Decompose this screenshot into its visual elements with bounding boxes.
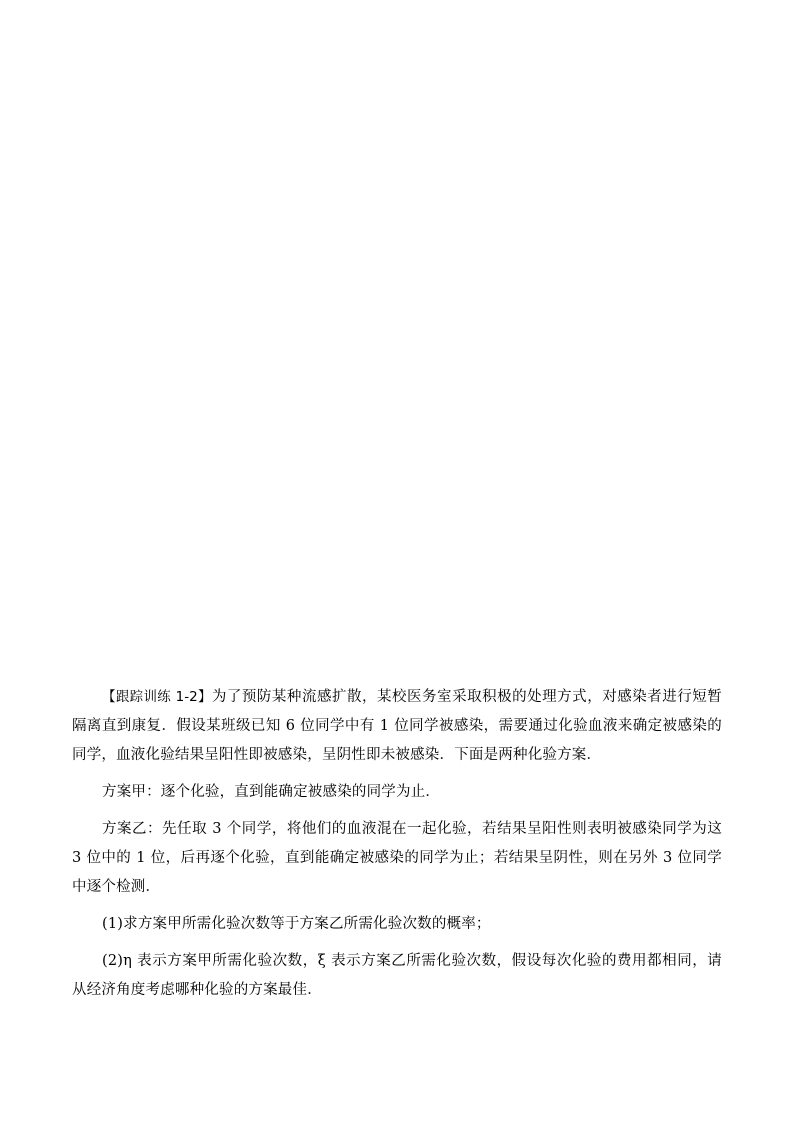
question-2: (2)η 表示方案甲所需化验次数，ξ 表示方案乙所需化验次数，假设每次化验的费用都相同，请从经济角度考虑哪种化验的方案最佳． <box>72 953 722 998</box>
intro-text: 为了预防某种流感扩散，某校医务室采取积极的处理方式，对感染者进行短暂隔离直到康复．假设某班级已知 6 位同学中有 1 位同学被感染，需要通过化验血液来确定被感染的同学，血液化验结果呈阳性即被感染，呈阴性即未被感染．下面是两种化验方案． <box>72 689 723 763</box>
problem-tag: 【跟踪训练 1-2】 <box>102 689 212 705</box>
question-1: (1)求方案甲所需化验次数等于方案乙所需化验次数的概率； <box>102 916 491 932</box>
plan-b: 方案乙：先任取 3 个同学，将他们的血液混在一起化验，若结果呈阳性则表明被感染同学为这 3 位中的 1 位，后再逐个化验，直到能确定被感染的同学为止；若结果呈阴性，则在另外 3 位同学中逐个检测． <box>72 821 722 895</box>
problem-intro <box>72 683 722 770</box>
problem-block <box>72 683 722 1013</box>
plan-a: 方案甲：逐个化验，直到能确定被感染的同学为止． <box>102 784 441 800</box>
